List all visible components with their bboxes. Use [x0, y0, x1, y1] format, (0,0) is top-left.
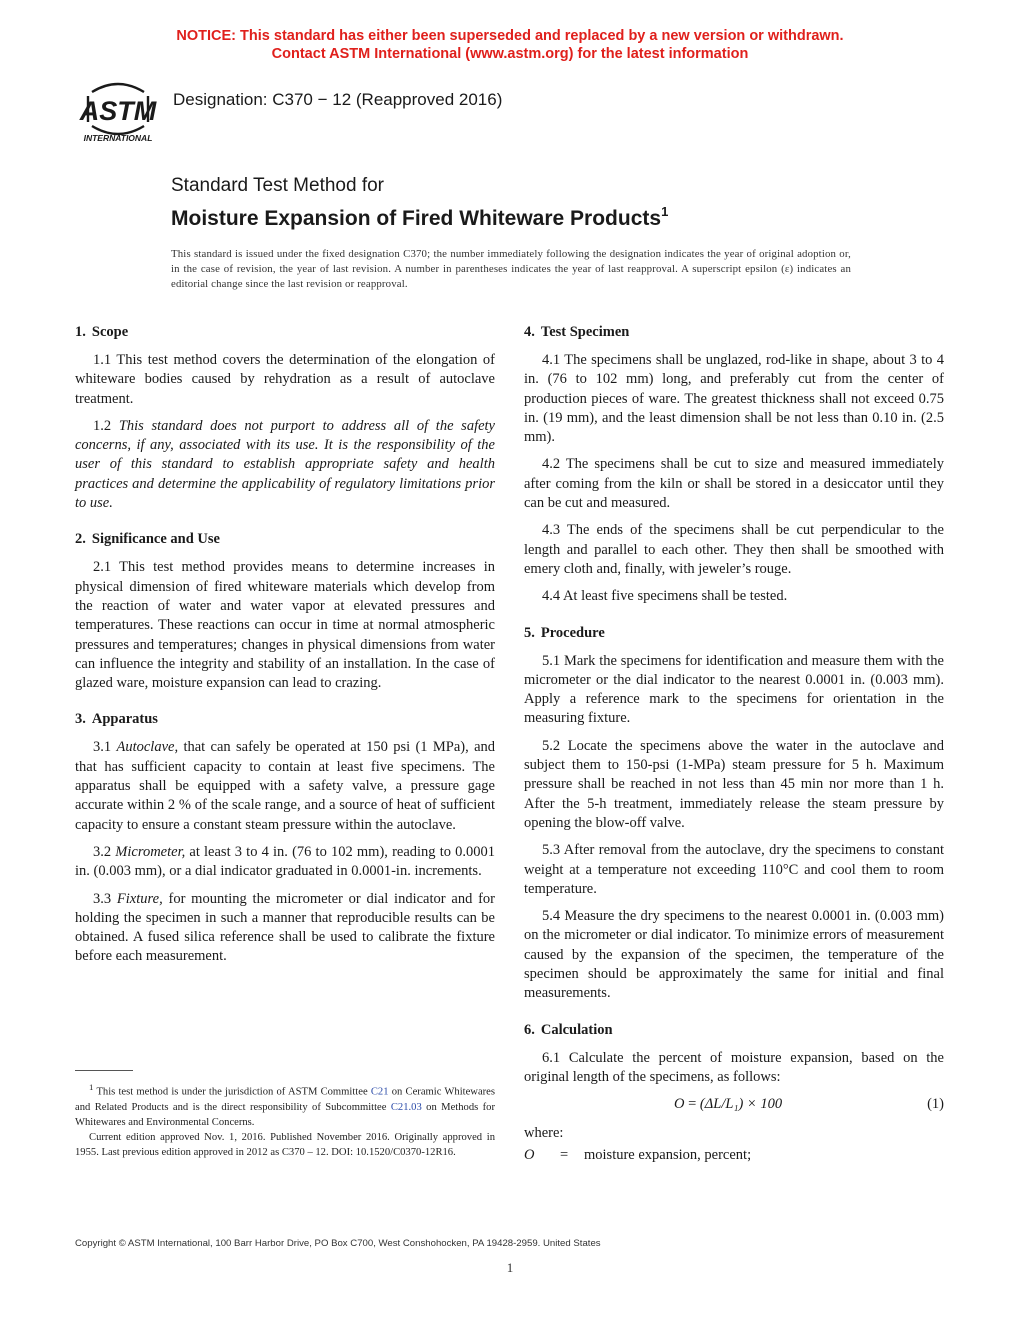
paragraph-number: 3.3 — [93, 890, 112, 907]
section-heading — [524, 623, 944, 643]
term: Autoclave, — [116, 739, 179, 756]
paragraph-5-3: 5.3 After removal from the autoclave, dry the specimens to constant weight at a temperature not exceeding 110°C and cool them to room temperature. — [524, 842, 944, 897]
section-number: 4. — [524, 324, 535, 340]
paragraph-number: 3.2 — [93, 843, 112, 860]
section-title: Scope — [91, 324, 129, 340]
notice-banner — [0, 27, 1020, 63]
section-significance — [75, 529, 495, 693]
left-column — [75, 322, 495, 983]
logo-subtext: INTERNATIONAL — [83, 133, 153, 143]
copyright: Copyright © ASTM International, 100 Barr Harbor Drive, PO Box C700, West Conshohocken, PA 19428-2959. United States — [75, 1238, 601, 1249]
paragraph-5-4: 5.4 Measure the dry specimens to the nearest 0.0001 in. (0.003 mm) on the micrometer or dial indicator. To minimize errors of measurement caused by the expansion of the specimen, the temperature of the specimen should be approximately the same for initial and final measurements. — [524, 908, 944, 1002]
equation-1 — [524, 1095, 944, 1114]
section-title: Apparatus — [91, 711, 158, 728]
footnote-text: This test method is under the jurisdiction of ASTM Committee — [96, 1086, 368, 1098]
section-number: 5. — [524, 624, 535, 641]
paragraph-number: 3.1 — [93, 739, 112, 756]
paragraph-text: that can safely be operated at 150 psi (1 MPa), and that has sufficient capacity to contain at least five specimens. The apparatus shall be equipped with a safety valve, a pressure gage accurate within 2 % of the scale range, and a source of heat of sufficient capacity to ensure a constant steam pressure within the autoclave. — [75, 739, 496, 833]
subcommittee-link[interactable]: C21.03 — [390, 1101, 422, 1113]
section-specimen — [524, 322, 944, 607]
notice-line-2: Contact ASTM International (www.astm.org) for the latest information — [271, 46, 749, 62]
designation: Designation: C370 − 12 (Reapproved 2016) — [173, 90, 503, 109]
paragraph-5-2: 5.2 Locate the specimens above the water in the autoclave and subject them to 150-psi (1-MPa) steam pressure for 5 h. Maximum pressure shall be reached in not less than 45 min nor more than 1 h. After the 5-h treatment, immediately release the steam pressure by opening the blow-off valve. — [524, 737, 944, 831]
title-footnote-mark: 1 — [661, 204, 669, 219]
section-scope — [75, 322, 495, 513]
section-heading — [75, 322, 495, 342]
definition-equals: = — [560, 1147, 569, 1164]
footnote — [75, 1080, 495, 1160]
section-heading — [75, 529, 495, 549]
astm-logo — [72, 78, 164, 144]
title-main: Moisture Expansion of Fired Whiteware Products — [171, 207, 662, 230]
section-number: 1. — [75, 324, 86, 340]
committee-link[interactable]: C21 — [370, 1086, 389, 1098]
where-label: where: — [524, 1125, 564, 1142]
section-number: 3. — [75, 711, 86, 728]
equation-lhs: O — [674, 1096, 685, 1113]
section-title: Test Specimen — [540, 324, 630, 340]
equation-expression — [674, 1095, 782, 1114]
section-title: Procedure — [540, 624, 605, 641]
paragraph-5-1: 5.1 Mark the specimens for identification and measure them with the micrometer or the dial indicator to the nearest 0.0001 in. (0.003 mm). Apply a reference mark to the specimens for orientation in the measuring fixture. — [524, 652, 944, 727]
right-column — [524, 322, 944, 1181]
paragraph-text: This standard does not purport to address all of the safety concerns, if any, associated with its use. It is the responsibility of the user of this standard to establish appropriate safety and health practices and determine the applicability of regulatory limitations prior to use. — [75, 417, 495, 512]
section-procedure — [524, 623, 944, 1004]
paragraph-text: at least 3 to 4 in. (76 to 102 mm), reading to 0.0001 in. (0.003 mm), or a dial indicator graduated in 0.0001-in. increments. — [75, 843, 496, 880]
paragraph-1-1: 1.1 This test method covers the determination of the elongation of whiteware bodies caused by rehydration as a result of autoclave treatment. — [75, 352, 495, 407]
equation-rhs: (ΔL/L₁) × 100 — [699, 1096, 783, 1113]
section-heading — [524, 1020, 944, 1040]
section-heading — [524, 322, 944, 342]
paragraph-4-1: 4.1 The specimens shall be unglazed, rod-like in shape, about 3 to 4 in. (76 to 102 mm) long, and preferably cut from the center of production pieces of ware. The greatest thickness shall not exceed 0.75 in. (19 mm), and the least dimension shall be not less than 0.10 in. (2.5 mm). — [524, 352, 944, 446]
footnote-edition: Current edition approved Nov. 1, 2016. Published November 2016. Originally approved in 1955. Last previous edition approved in 2012 as C370 – 12. DOI: 10.1520/C0370-12R16. — [75, 1131, 495, 1158]
paragraph-number: 1.2 — [93, 417, 112, 434]
footnote-mark: 1 — [89, 1082, 94, 1092]
page-number: 1 — [506, 1260, 514, 1275]
footnote-divider — [75, 1070, 133, 1071]
variable-definition — [524, 1146, 944, 1165]
section-number: 2. — [75, 531, 86, 548]
paragraph-3-1 — [75, 738, 495, 834]
footnote-text: on Methods for Whitewares and Environmental Concerns. — [75, 1101, 495, 1128]
logo-text: ASTM — [79, 96, 157, 126]
paragraph-6-1: 6.1 Calculate the percent of moisture expansion, based on the original length of the specimens, as follows: — [524, 1049, 944, 1085]
paragraph-4-4: 4.4 At least five specimens shall be tested. — [542, 588, 788, 605]
section-calculation — [524, 1020, 944, 1166]
term: Micrometer, — [115, 843, 186, 860]
title-line-1: Standard Test Method for — [171, 175, 384, 196]
title-line-2 — [171, 198, 668, 233]
paragraph-text: for mounting the micrometer or dial indicator and for holding the specimen in such a manner that reproducible results can be obtained. A fused silica reference shall be used to calibrate the fixture before each measurement. — [75, 890, 496, 965]
paragraph-4-2: 4.2 The specimens shall be cut to size and measured immediately after coming from the kiln or shall be stored in a desiccator until they can be cut and measured. — [524, 456, 944, 512]
section-title: Significance and Use — [91, 531, 220, 548]
section-heading — [75, 709, 495, 729]
paragraph-1-2 — [75, 417, 495, 513]
document-title — [171, 174, 668, 233]
equation-number: (1) — [927, 1096, 944, 1113]
section-number: 6. — [524, 1021, 535, 1038]
equation-equals: = — [684, 1096, 700, 1113]
definition-symbol: O — [524, 1147, 535, 1164]
footnote-jurisdiction — [75, 1080, 495, 1130]
paragraph-3-2 — [75, 843, 495, 882]
notice-line-1: NOTICE: This standard has either been superseded and replaced by a new version or withdrawn. — [176, 28, 844, 44]
definition-text: moisture expansion, percent; — [584, 1147, 752, 1164]
section-title: Calculation — [540, 1021, 613, 1038]
preamble: This standard is issued under the fixed designation C370; the number immediately following the designation indicates the year of original adoption or, in the case of revision, the year of last revision. A number in parentheses indicates the year of last reapproval. A superscript epsilon (ε) indicates an editorial change since the last revision or reapproval. — [171, 248, 851, 290]
section-apparatus — [75, 709, 495, 966]
footnote-text: on Ceramic Whitewares and Related Products and is the direct responsibility of Subcommittee — [75, 1086, 495, 1113]
paragraph-2-1: 2.1 This test method provides means to determine increases in physical dimension of fired whiteware materials which develop from the reaction of water and water vapor at elevated pressures and temperatures. These reactions can occur in time at normal atmospheric pressures and temperatures; changes in physical dimensions from water can influence the integrity and stability of an installation. In the case of glazed ware, moisture expansion can lead to crazing. — [75, 559, 495, 692]
paragraph-3-3 — [75, 890, 495, 967]
term: Fixture, — [116, 890, 163, 907]
paragraph-4-3: 4.3 The ends of the specimens shall be cut perpendicular to the length and parallel to each other. They then shall be smoothed with emery cloth and, finally, with jeweler’s rouge. — [524, 522, 944, 577]
